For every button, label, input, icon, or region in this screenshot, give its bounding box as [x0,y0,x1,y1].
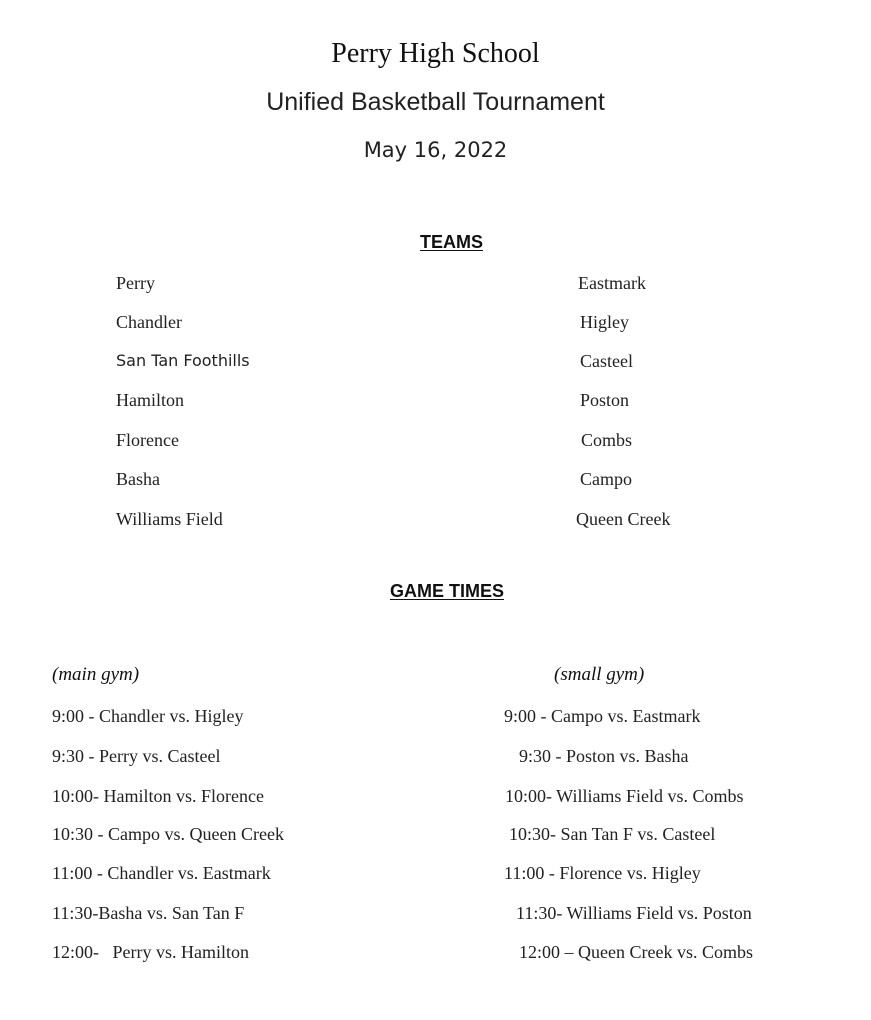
small-gym-game: 10:00- Williams Field vs. Combs [505,786,744,806]
main-gym-game: 11:30-Basha vs. San Tan F [52,903,245,923]
team-florence: Florence [116,430,179,450]
school-title: Perry High School [331,38,540,69]
team-higley: Higley [580,312,629,332]
game-times-heading: GAME TIMES [390,581,505,601]
team-san-tan-foothills: San Tan Foothills [116,351,250,370]
small-gym-game: 11:30- Williams Field vs. Poston [516,903,752,923]
team-combs: Combs [581,430,633,450]
team-perry: Perry [116,273,155,293]
main-gym-game: 12:00- Perry vs. Hamilton [52,942,249,962]
small-gym-game: 9:30 - Poston vs. Basha [519,746,689,766]
team-hamilton: Hamilton [116,390,184,410]
team-chandler: Chandler [116,312,182,332]
team-williams-field: Williams Field [116,509,223,529]
team-casteel: Casteel [580,351,633,371]
event-date: May 16, 2022 [363,138,508,162]
main-gym-game: 10:30 - Campo vs. Queen Creek [52,824,284,844]
team-eastmark: Eastmark [578,273,646,293]
tournament-title: Unified Basketball Tournament [266,88,605,116]
main-gym-game: 10:00- Hamilton vs. Florence [52,786,264,806]
teams-heading: TEAMS [420,232,483,252]
main-gym-game: 9:00 - Chandler vs. Higley [52,706,244,726]
team-campo: Campo [580,469,632,489]
small-gym-game: 11:00 - Florence vs. Higley [504,863,701,883]
team-poston: Poston [580,390,630,410]
small-gym-game: 12:00 – Queen Creek vs. Combs [519,942,753,962]
small-gym-game: 10:30- San Tan F vs. Casteel [509,824,716,844]
small-gym-label: (small gym) [554,664,645,685]
main-gym-label: (main gym) [52,664,140,685]
main-gym-game: 9:30 - Perry vs. Casteel [52,746,221,766]
team-basha: Basha [116,469,160,489]
small-gym-game: 9:00 - Campo vs. Eastmark [504,706,701,726]
main-gym-game: 11:00 - Chandler vs. Eastmark [52,863,271,883]
team-queen-creek: Queen Creek [576,509,671,529]
